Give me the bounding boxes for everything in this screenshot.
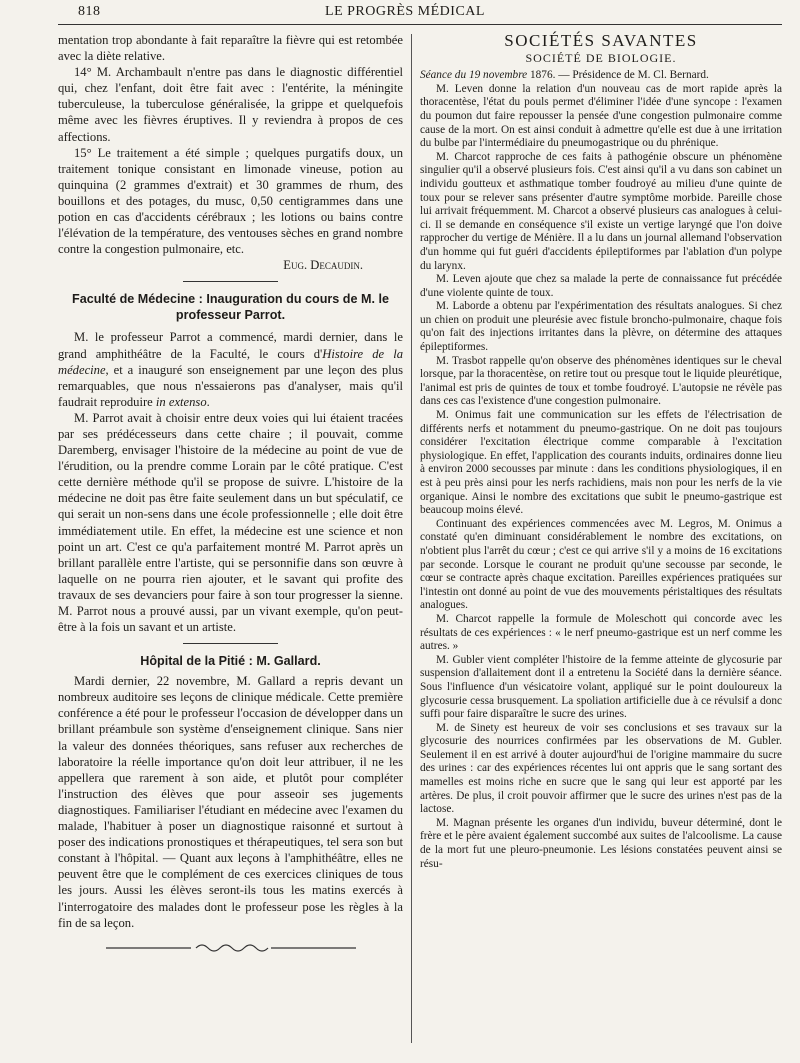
paragraph: M. Parrot avait à choisir entre deux voies qui lui étaient tracées par ses prédécesseurs dans cette chaire ; il pouvait, comme Daremberg, envisager l'histoire de la médecine au point de vue de l'érudition, ou la prendre comme Lorain par le côté pratique. C'est cette dernière méthode qu'il se propose de suivre. L'histoire de la médecine ne doit pas être faite seulement dans un but spéculatif, ce qui serait un non-sens dans une école professionnelle ; elle doit être immédiatement utile. En effet, la médecine est une science et non point un art. C'est ce qu'a parfaitement montré M. Parrot après un brillant parallèle entre l'artiste, qui se personnifie dans son œuvre à laquelle on ne pourra rien ajouter, et le savant qui profite des travaux de ses devanciers pour faire à son tour progresser la sienne. M. Parrot nous a prouvé aussi, par un vivant exemple, qu'on peut-être à la fois un savant et un artiste. — [58, 410, 403, 635]
paragraph: mentation trop abondante à fait reparaître la fièvre qui est retombée avec la diète relative. — [58, 33, 403, 64]
signature — [58, 257, 403, 273]
paragraph: Continuant des expériences commencées avec M. Legros, M. Onimus a constaté qu'en diminuant considérablement le nombre des excitations, on n'obtient plus l'arrêt du cœur ; c'est ce qui arrive s'il y a moins de 16 excitations par seconde. Lorsque le courant ne produit qu'une secousse par seconde, le cœur se contracte après chaque excitation. Pareilles expériences pratiquées sur l'intestin ont donné au point de vue des mouvements péristaltiques des résultats analogues. — [420, 517, 782, 612]
ornament-divider — [58, 941, 403, 957]
page-number: 818 — [78, 4, 101, 19]
heading-faculte: Faculté de Médecine : Inauguration du cours de M. le professeur Parrot. — [72, 292, 389, 323]
paragraph: M. Charcot rappelle la formule de Moleschott qui concorde avec les résultats de ces expériences : « le nerf pneumo-gastrique est un nerf comme les autres. » — [420, 612, 782, 653]
italic-phrase: in extenso — [155, 394, 207, 409]
section-rule — [183, 281, 278, 282]
heading-pitie: Hôpital de la Pitié : M. Gallard. — [140, 654, 321, 669]
paragraph: Mardi dernier, 22 novembre, M. Gallard a repris devant un nombreux auditoire ses leçons de clinique médicale. Cette première conférence a été pour le professeur l'occasion de développer dans un brillant préambule son système d'enseignement clinique. Sans nier la valeur des données théoriques, sans refuser aux recherches de laboratoire la réelle importance qu'on doit leur attribuer, il ne les appellera que rarement à son aide, et plutôt pour compléter l'instruction des élèves que pour asseoir ses jugements diagnostiques. Familiariser l'étudiant en médecine avec l'examen du malade, l'habituer à poser un diagnostique raisonné et surtout à poser des indications pronostiques et thérapeutiques, tel sera son but constant à l'hôpital. — Quant aux leçons à l'amphithéâtre, elles ne peuvent être que le complément de ces exercices cliniques de tous les jours. Aussi les élèves seront-ils tous les matins exercés à l'interrogatoire des malades dont le professeur pose les règles à la fin de sa leçon. — [58, 674, 403, 930]
paragraph: M. Trasbot rappelle qu'on observe des phénomènes identiques sur le cheval lorsque, par la thoracentèse, on retire tout ou presque tout le liquide pleurétique, l'animal est pris de quintes de toux et tombe foudroyé. L'autopsie ne révèle pas dans ces cas l'existence d'une congestion pulmonaire. — [420, 354, 782, 408]
text-run: , et a inauguré son enseignement par une leçon des plus remarquables, que nous n'essaierons pas d'analyser, mais qu'il faudrait reproduire — [58, 362, 403, 409]
paragraph: M. de Sinety est heureux de voir ses conclusions et ses travaux sur la glycosurie des nourrices confirmées par les observations de M. Gubler. Seulement il en est arrivé à douter aujourd'hui de l'origine mammaire du sucre des urines : car des expériences récentes lui ont appris que le sang sortant des mamelles est moins riche en sucre que le sang qui leur est apporté par les artères. De plus, il croit pouvoir affirmer que le sucre des urines n'est pas de la lactose. — [420, 721, 782, 816]
paragraph — [58, 329, 403, 409]
paragraph: 15° Le traitement a été simple ; quelques purgatifs doux, un traitement tonique consistant en limonade vineuse, potion au quinquina (2 grammes d'extrait) et 30 grammes de rhum, des bouillons et des potages, du musc, 0,50 centigrammes dans une potion en cas d'accidents cérébraux ; les lotions ou bains contre l'élévation de la température, des ventouses sèches en grand nombre contre la congestion pulmonaire, etc. — [58, 145, 403, 257]
heading-societes: SOCIÉTÉS SAVANTES — [504, 31, 698, 50]
paragraph: M. Leven donne la relation d'un nouveau cas de mort rapide après la thoracentèse, l'état du pouls permet d'éliminer l'idée d'une syncope : l'examen du poumon dut faire repousser la pensée d'une congestion pulmonaire comme cause de la mort. On est ainsi conduit à admettre qu'elle est due à une irritation du bulbe par l'intermédiaire du pneumogastrique ou du phrénique. — [420, 82, 782, 150]
column-divider — [411, 34, 412, 1043]
italic-title: Histoire de la médecine — [58, 346, 404, 377]
section-rule — [183, 643, 278, 644]
author-name: Eug. Decaudin. — [283, 258, 363, 273]
text-run: M. le professeur Parrot a commencé, mardi dernier, dans le grand amphithéâtre de la Faculté, le cours d' — [58, 330, 403, 361]
session-date: 19 novembre — [468, 69, 528, 82]
ornament-icon — [106, 943, 356, 953]
header-rule — [58, 24, 782, 25]
left-column — [58, 32, 403, 957]
paragraph: 14° M. Archambault n'entre pas dans le diagnostic différentiel qui, chez l'enfant, doit être fait avec : l'entérite, la méningite tuberculeuse, la tuberculose généralisée, la grippe et quelquefois même avec les fièvres éruptives. Il y reviendra à propos de ces affections. — [58, 65, 403, 144]
session-label: Séance du — [420, 69, 467, 82]
paragraph: M. Onimus fait une communication sur les effets de l'électrisation de différents nerfs et notamment du pneumo-gastrique. On ne doit pas toujours considérer l'excitation électrique comme comparable à l'excitation physiologique. En effet, l'application des courants induits, ordinaires donne lieu à environ 2000 secousses par minute : dans les conditions physiologiques, il en est à peu près ainsi pour les nerfs rachidiens, mais non pour les nerfs de la vie organique. Ainsi le nombre des excitations que subit le pneumo-gastrique est beaucoup moins élevé. — [420, 409, 782, 517]
right-column — [420, 32, 782, 871]
paragraph: M. Laborde a obtenu par l'expérimentation des résultats analogues. Si chez un chien on produit une pleurésie avec fistule broncho-pulmonaire, chaque fois qu'on fait des injections irritantes dans la plèvre, on détermine des attaques épileptiformes. — [420, 300, 782, 354]
journal-title: LE PROGRÈS MÉDICAL — [325, 4, 485, 19]
paragraph: M. Gubler vient compléter l'histoire de la femme atteinte de glycosurie par suspension d'allaitement dont il a entretenu la Société dans la dernière séance. Sous l'influence d'un vésicatoire volant, appliqué sur le point douloureux la glycosurie cessa brusquement. La spoliation artificielle due à ce révulsif a donc suffi pour faire disparaître le sucre des urines. — [420, 653, 782, 721]
paragraph: M. Magnan présente les organes d'un individu, buveur déterminé, dont le frère et le père avaient également succombé aux suites de l'alcoolisme. La cause de la mort fut une pleuro-pneumonie. Les lésions constatées peuvent ainsi se résu- — [420, 816, 782, 870]
paragraph: M. Leven ajoute que chez sa malade la perte de connaissance fut précédée d'une violente quinte de toux. — [420, 273, 782, 299]
session-president: 1876. — Présidence de M. Cl. Bernard. — [527, 69, 709, 82]
paragraph: M. Charcot rapproche de ces faits à pathogénie obscure un phénomène singulier qu'il a observé plusieurs fois. C'est ainsi qu'il a vu dans son cabinet un individu goutteux et asthmatique tomber foudroyé au milieu d'une quinte de toux pour se relever sans présenter d'autre symptôme morbide. Pareille chose lui arrivait fréquemment. M. Charcot a observé plusieurs cas analogues à celui-ci. Il se demande en conséquence s'il existe un vertige laryngé que l'on doive rapprocher du vertige de Ménière. Il a lu dans un journal allemand l'observation d'un homme qui fut guéri d'accidents épileptiformes par l'ablation d'un polype du larynx. — [420, 150, 782, 272]
session-line — [420, 69, 782, 83]
running-head — [40, 4, 770, 24]
text-run: . — [206, 394, 210, 409]
heading-biologie: SOCIÉTÉ DE BIOLOGIE. — [525, 50, 677, 65]
